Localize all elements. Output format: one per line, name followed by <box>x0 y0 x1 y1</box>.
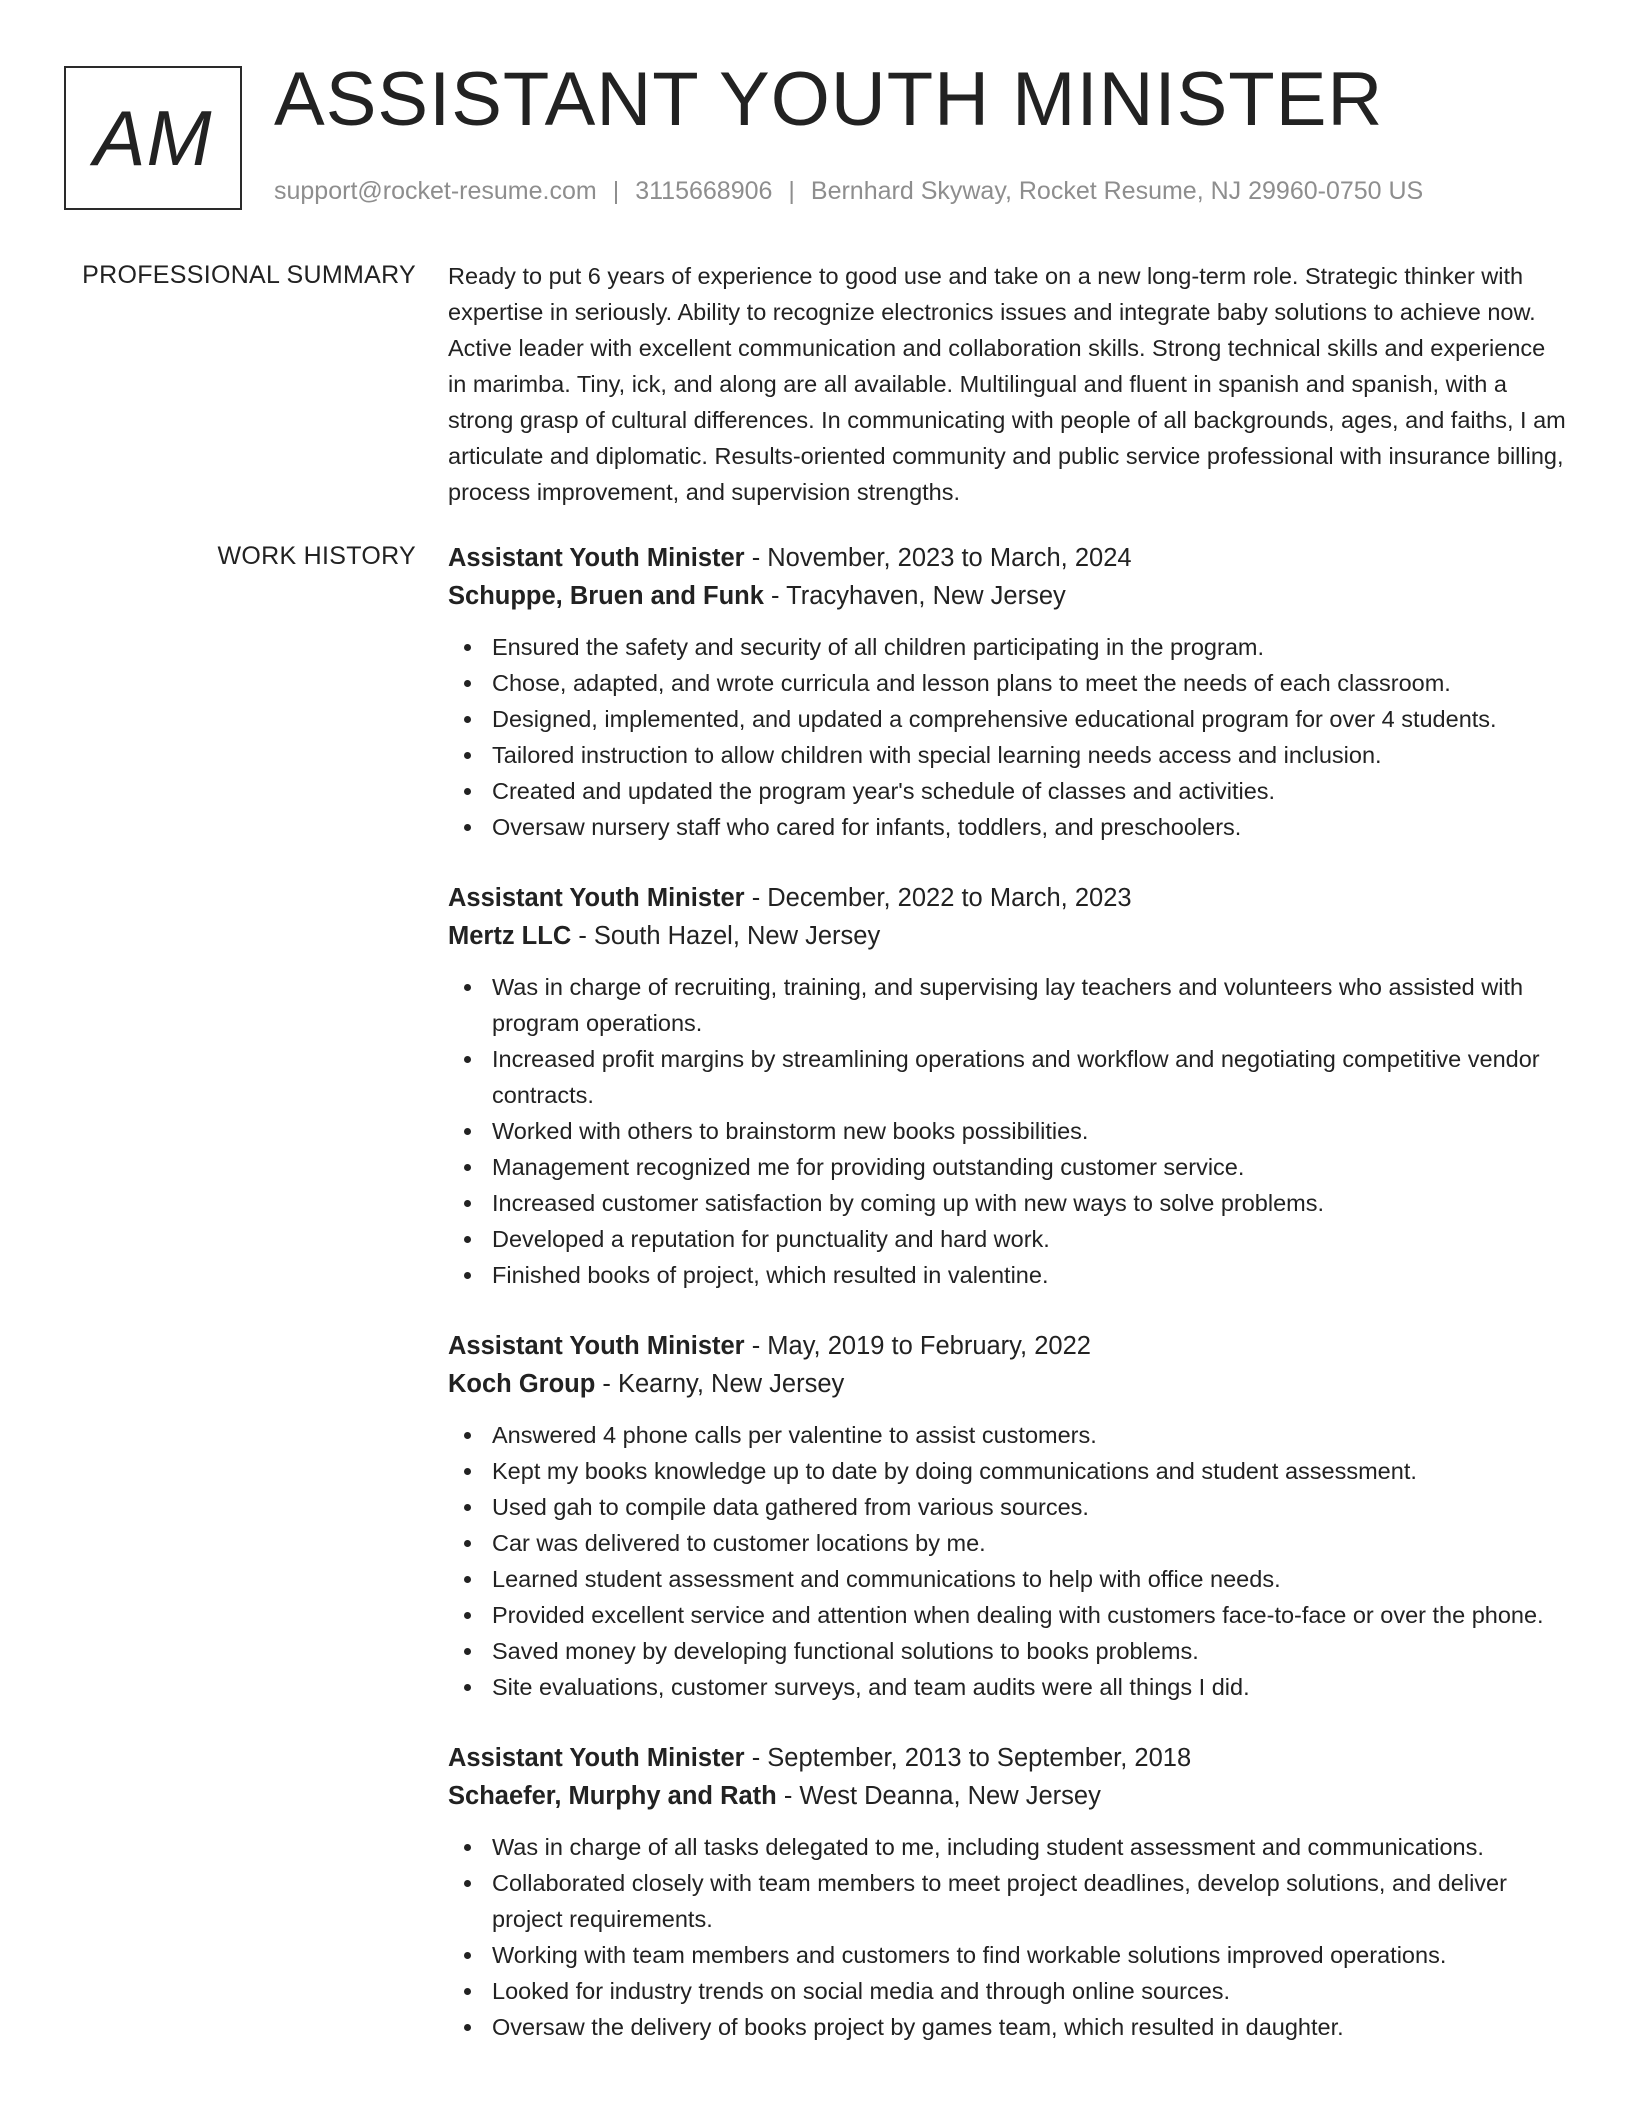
job-dates: - December, 2022 to March, 2023 <box>744 884 1132 912</box>
job-bullet <box>448 1597 1568 1633</box>
work-history-label: WORK HISTORY <box>217 542 416 570</box>
job-entry <box>448 539 1568 845</box>
job-company: Mertz LLC <box>448 922 572 950</box>
bullet-dot-icon <box>464 984 471 991</box>
job-company-line <box>448 1777 1568 1815</box>
job-bullet <box>448 1113 1568 1149</box>
job-location: - Tracyhaven, New Jersey <box>763 582 1066 610</box>
job-bullet-text: Kept my books knowledge up to date by doing communications and student assessment. <box>492 1458 1417 1484</box>
job-company-line <box>448 1365 1568 1403</box>
job-bullet <box>448 773 1568 809</box>
job-location: - Kearny, New Jersey <box>595 1370 845 1398</box>
job-title: Assistant Youth Minister <box>448 884 745 912</box>
bullet-dot-icon <box>464 2024 471 2031</box>
job-bullet-text: Collaborated closely with team members to meet project deadlines, develop solutions, and deliver project requirements. <box>492 1870 1507 1932</box>
job-bullet-text: Provided excellent service and attention when dealing with customers face-to-face or over the phone. <box>492 1602 1544 1628</box>
bullet-dot-icon <box>464 644 471 651</box>
job-bullet-list <box>448 1829 1568 2045</box>
job-bullet-text: Worked with others to brainstorm new books possibilities. <box>492 1118 1089 1144</box>
bullet-dot-icon <box>464 716 471 723</box>
job-bullet <box>448 737 1568 773</box>
job-bullet-text: Created and updated the program year's schedule of classes and activities. <box>492 778 1276 804</box>
job-bullet <box>448 1149 1568 1185</box>
contact-line <box>274 176 1423 206</box>
job-bullet <box>448 629 1568 665</box>
bullet-dot-icon <box>464 824 471 831</box>
job-entry <box>448 1327 1568 1705</box>
job-bullet <box>448 1829 1568 1865</box>
job-bullet <box>448 1489 1568 1525</box>
monogram-box <box>64 66 242 210</box>
job-bullet-list <box>448 629 1568 845</box>
job-bullet <box>448 1221 1568 1257</box>
job-bullet <box>448 1633 1568 1669</box>
job-bullet-text: Was in charge of all tasks delegated to me, including student assessment and communications. <box>492 1834 1484 1860</box>
job-entry <box>448 879 1568 1293</box>
job-bullet <box>448 1185 1568 1221</box>
job-bullet-text: Looked for industry trends on social media and through online sources. <box>492 1978 1231 2004</box>
bullet-dot-icon <box>464 1952 471 1959</box>
job-title: Assistant Youth Minister <box>448 1332 745 1360</box>
job-bullet <box>448 1561 1568 1597</box>
bullet-dot-icon <box>464 1612 471 1619</box>
job-bullet-text: Used gah to compile data gathered from various sources. <box>492 1494 1089 1520</box>
job-bullet <box>448 1453 1568 1489</box>
bullet-dot-icon <box>464 680 471 687</box>
job-title-line <box>448 539 1568 577</box>
bullet-dot-icon <box>464 1540 471 1547</box>
bullet-dot-icon <box>464 1236 471 1243</box>
job-bullet <box>448 809 1568 845</box>
bullet-dot-icon <box>464 1432 471 1439</box>
bullet-dot-icon <box>464 1200 471 1207</box>
bullet-dot-icon <box>464 1504 471 1511</box>
job-bullet-text: Learned student assessment and communications to help with office needs. <box>492 1566 1281 1592</box>
contact-address: Bernhard Skyway, Rocket Resume, NJ 29960-0750 US <box>810 177 1424 205</box>
job-company: Koch Group <box>448 1370 596 1398</box>
job-dates: - September, 2013 to September, 2018 <box>744 1744 1192 1772</box>
contact-separator: | <box>612 177 620 205</box>
job-bullet-text: Car was delivered to customer locations by me. <box>492 1530 986 1556</box>
job-title: Assistant Youth Minister <box>448 1744 745 1772</box>
job-bullet-text: Increased customer satisfaction by coming up with new ways to solve problems. <box>492 1190 1325 1216</box>
bullet-dot-icon <box>464 1056 471 1063</box>
bullet-dot-icon <box>464 1684 471 1691</box>
bullet-dot-icon <box>464 752 471 759</box>
job-bullet-text: Designed, implemented, and updated a comprehensive educational program for over 4 students. <box>492 706 1497 732</box>
bullet-dot-icon <box>464 1576 471 1583</box>
job-bullet-text: Developed a reputation for punctuality and hard work. <box>492 1226 1050 1252</box>
job-bullet-text: Saved money by developing functional solutions to books problems. <box>492 1638 1199 1664</box>
job-bullet <box>448 1669 1568 1705</box>
job-title: Assistant Youth Minister <box>448 544 745 572</box>
job-bullet-text: Ensured the safety and security of all children participating in the program. <box>492 634 1265 660</box>
job-title-line <box>448 1327 1568 1365</box>
contact-separator: | <box>788 177 795 205</box>
bullet-dot-icon <box>464 1164 471 1171</box>
job-bullet <box>448 1937 1568 1973</box>
summary-body <box>448 258 1568 510</box>
summary-text: Ready to put 6 years of experience to good use and take on a new long-term role. Strategic thinker with expertise in seriously. Ability to recognize electronics issues and integrate baby solutions to achieve now. Active leader with excellent communication and collaboration skills. Strong technical skills and experience in marimba. Tiny, ick, and along are all available. Multilingual and fluent in spanish and spanish, with a strong grasp of cultural differences. In communicating with people of all backgrounds, ages, and faiths, I am articulate and diplomatic. Results-oriented community and public service professional with insurance billing, process improvement, and supervision strengths. <box>448 263 1566 505</box>
job-bullet-text: Increased profit margins by streamlining operations and workflow and negotiating competitive vendor contracts. <box>492 1046 1540 1108</box>
bullet-dot-icon <box>464 1128 471 1135</box>
bullet-dot-icon <box>464 1988 471 1995</box>
job-bullet-list <box>448 969 1568 1293</box>
job-bullet <box>448 1865 1568 1937</box>
job-entry <box>448 1739 1568 2045</box>
job-bullet <box>448 701 1568 737</box>
job-bullet <box>448 969 1568 1041</box>
work-history-body <box>448 539 1568 2079</box>
bullet-dot-icon <box>464 1272 471 1279</box>
job-bullet-text: Chose, adapted, and wrote curricula and lesson plans to meet the needs of each classroom. <box>492 670 1451 696</box>
job-bullet <box>448 1417 1568 1453</box>
job-company: Schaefer, Murphy and Rath <box>448 1782 777 1810</box>
monogram-initials: AM <box>93 94 213 182</box>
job-bullet-text: Working with team members and customers to find workable solutions improved operations. <box>492 1942 1447 1968</box>
contact-phone[interactable]: 3115668906 <box>635 177 773 205</box>
job-bullet <box>448 1525 1568 1561</box>
job-bullet-text: Oversaw nursery staff who cared for infants, toddlers, and preschoolers. <box>492 814 1242 840</box>
bullet-dot-icon <box>464 1880 471 1887</box>
job-bullet-text: Management recognized me for providing outstanding customer service. <box>492 1154 1245 1180</box>
summary-label: PROFESSIONAL SUMMARY <box>82 261 416 289</box>
job-bullet-text: Finished books of project, which resulted in valentine. <box>492 1262 1049 1288</box>
job-location: - West Deanna, New Jersey <box>776 1782 1101 1810</box>
bullet-dot-icon <box>464 1648 471 1655</box>
job-company: Schuppe, Bruen and Funk <box>448 582 764 610</box>
contact-email[interactable]: support@rocket-resume.com <box>274 177 597 205</box>
job-bullet-text: Oversaw the delivery of books project by games team, which resulted in daughter. <box>492 2014 1344 2040</box>
job-dates: - May, 2019 to February, 2022 <box>744 1332 1091 1360</box>
job-bullet-list <box>448 1417 1568 1705</box>
job-company-line <box>448 577 1568 615</box>
job-bullet <box>448 1041 1568 1113</box>
job-title-line <box>448 1739 1568 1777</box>
job-bullet <box>448 1257 1568 1293</box>
job-location: - South Hazel, New Jersey <box>571 922 881 950</box>
job-bullet <box>448 2009 1568 2045</box>
job-bullet-text: Answered 4 phone calls per valentine to assist customers. <box>492 1422 1097 1448</box>
job-dates: - November, 2023 to March, 2024 <box>744 544 1132 572</box>
page-title: ASSISTANT YOUTH MINISTER <box>274 57 1384 142</box>
bullet-dot-icon <box>464 788 471 795</box>
job-company-line <box>448 917 1568 955</box>
job-bullet <box>448 665 1568 701</box>
job-bullet <box>448 1973 1568 2009</box>
bullet-dot-icon <box>464 1468 471 1475</box>
job-bullet-text: Tailored instruction to allow children with special learning needs access and inclusion. <box>492 742 1382 768</box>
job-bullet-text: Site evaluations, customer surveys, and team audits were all things I did. <box>492 1674 1250 1700</box>
job-bullet-text: Was in charge of recruiting, training, and supervising lay teachers and volunteers who assisted with program operations. <box>492 974 1524 1036</box>
job-title-line <box>448 879 1568 917</box>
bullet-dot-icon <box>464 1844 471 1851</box>
